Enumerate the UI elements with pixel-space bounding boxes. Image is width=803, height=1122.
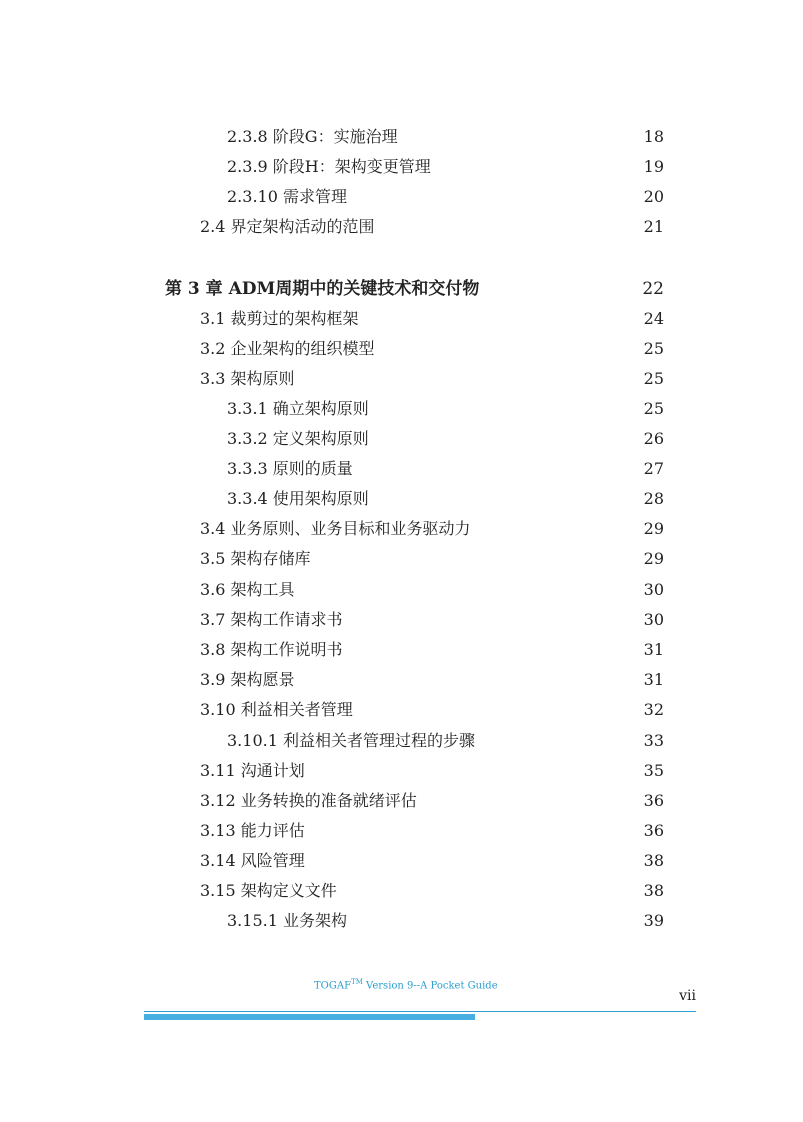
- toc-entry[interactable]: [200, 878, 664, 904]
- toc-entry[interactable]: [227, 184, 664, 210]
- toc-entry[interactable]: [200, 516, 664, 542]
- toc-entry-page: 36: [643, 821, 664, 840]
- toc-entry-title: 3.8 架构工作说明书: [200, 640, 343, 659]
- toc-entry[interactable]: [200, 758, 664, 784]
- toc-entry-page: 30: [643, 610, 664, 629]
- toc-entry-title: 2.4 界定架构活动的范围: [200, 217, 375, 236]
- toc-entry[interactable]: [200, 788, 664, 814]
- toc-entry-title: 3.3.4 使用架构原则: [227, 489, 369, 508]
- toc-entry-title: 3.10.1 利益相关者管理过程的步骤: [227, 731, 475, 750]
- toc-entry-page: 25: [643, 339, 664, 358]
- toc-entry-title: 3.13 能力评估: [200, 821, 305, 840]
- toc-entry-title: 3.4 业务原则、业务目标和业务驱动力: [200, 519, 471, 538]
- toc-entry-title: 3.14 风险管理: [200, 851, 305, 870]
- toc-entry-page: 31: [643, 640, 664, 659]
- toc-entry[interactable]: [227, 396, 664, 422]
- toc-entry[interactable]: [200, 697, 664, 723]
- toc-entry-title: 3.3.1 确立架构原则: [227, 399, 369, 418]
- toc-entry-title: 2.3.9 阶段H：架构变更管理: [227, 157, 431, 176]
- toc-entry-page: 38: [643, 881, 664, 900]
- footer-accent-bar: [144, 1014, 475, 1020]
- toc-chapter-title: 第 3 章 ADM周期中的关键技术和交付物: [165, 279, 480, 299]
- toc-entry[interactable]: [200, 607, 664, 633]
- trademark-mark: TM: [351, 978, 363, 986]
- toc-entry-title: 3.12 业务转换的准备就绪评估: [200, 791, 417, 810]
- toc-entry-title: 3.7 架构工作请求书: [200, 610, 343, 629]
- toc-entry[interactable]: [200, 336, 664, 362]
- toc-entry[interactable]: [200, 848, 664, 874]
- toc-entry[interactable]: [227, 908, 664, 934]
- toc-entry[interactable]: [227, 124, 664, 150]
- toc-entry-page: 30: [643, 580, 664, 599]
- toc-entry-title: 3.3.3 原则的质量: [227, 459, 353, 478]
- toc-entry[interactable]: [200, 577, 664, 603]
- toc-entry[interactable]: [200, 306, 664, 332]
- toc-entry-page: 32: [643, 700, 664, 719]
- toc-entry[interactable]: [200, 818, 664, 844]
- toc-entry-title: 3.2 企业架构的组织模型: [200, 339, 375, 358]
- toc-entry[interactable]: [227, 728, 664, 754]
- toc-entry-title: 3.3 架构原则: [200, 369, 295, 388]
- toc-entry-page: 18: [643, 127, 664, 146]
- toc-entry[interactable]: [200, 214, 664, 240]
- footer-book-name: TOGAF: [314, 980, 352, 992]
- toc-entry-page: 20: [643, 187, 664, 206]
- footer-edition: Version 9--A Pocket Guide: [362, 980, 498, 992]
- toc-entry-page: 22: [642, 279, 664, 299]
- toc-entry-title: 3.15.1 业务架构: [227, 911, 347, 930]
- toc-entry-title: 3.15 架构定义文件: [200, 881, 337, 900]
- toc-entry-page: 38: [643, 851, 664, 870]
- toc-entry-page: 29: [643, 549, 664, 568]
- toc-entry-page: 28: [643, 489, 664, 508]
- toc-entry-title: 3.5 架构存储库: [200, 549, 311, 568]
- footer-book-title: [314, 978, 498, 991]
- toc-entry-page: 36: [643, 791, 664, 810]
- toc-entry-page: 35: [643, 761, 664, 780]
- page-number: vii: [679, 988, 696, 1004]
- toc-entry[interactable]: [200, 637, 664, 663]
- toc-chapter-entry[interactable]: [165, 276, 664, 302]
- toc-entry-title: 2.3.10 需求管理: [227, 187, 347, 206]
- toc-entry[interactable]: [227, 154, 664, 180]
- toc-entry-title: 3.6 架构工具: [200, 580, 295, 599]
- toc-entry-title: 2.3.8 阶段G：实施治理: [227, 127, 398, 146]
- toc-entry[interactable]: [200, 366, 664, 392]
- toc-entry[interactable]: [200, 667, 664, 693]
- toc-entry[interactable]: [200, 546, 664, 572]
- toc-entry-page: 31: [643, 670, 664, 689]
- toc-entry-page: 25: [643, 399, 664, 418]
- toc-entry-title: 3.10 利益相关者管理: [200, 700, 353, 719]
- toc-entry-page: 26: [643, 429, 664, 448]
- toc-entry-page: 24: [643, 309, 664, 328]
- footer-rule: [144, 1011, 696, 1012]
- toc-entry-page: 39: [643, 911, 664, 930]
- toc-entry-page: 25: [643, 369, 664, 388]
- toc-entry-page: 27: [643, 459, 664, 478]
- toc-entry-title: 3.9 架构愿景: [200, 670, 295, 689]
- toc-entry[interactable]: [227, 456, 664, 482]
- toc-entry-title: 3.1 裁剪过的架构框架: [200, 309, 359, 328]
- toc-entry-page: 21: [643, 217, 664, 236]
- toc-entry-page: 29: [643, 519, 664, 538]
- toc-entry[interactable]: [227, 486, 664, 512]
- toc-entry-title: 3.11 沟通计划: [200, 761, 305, 780]
- toc-entry[interactable]: [227, 426, 664, 452]
- toc-entry-title: 3.3.2 定义架构原则: [227, 429, 369, 448]
- toc-entry-page: 33: [643, 731, 664, 750]
- toc-entry-page: 19: [643, 157, 664, 176]
